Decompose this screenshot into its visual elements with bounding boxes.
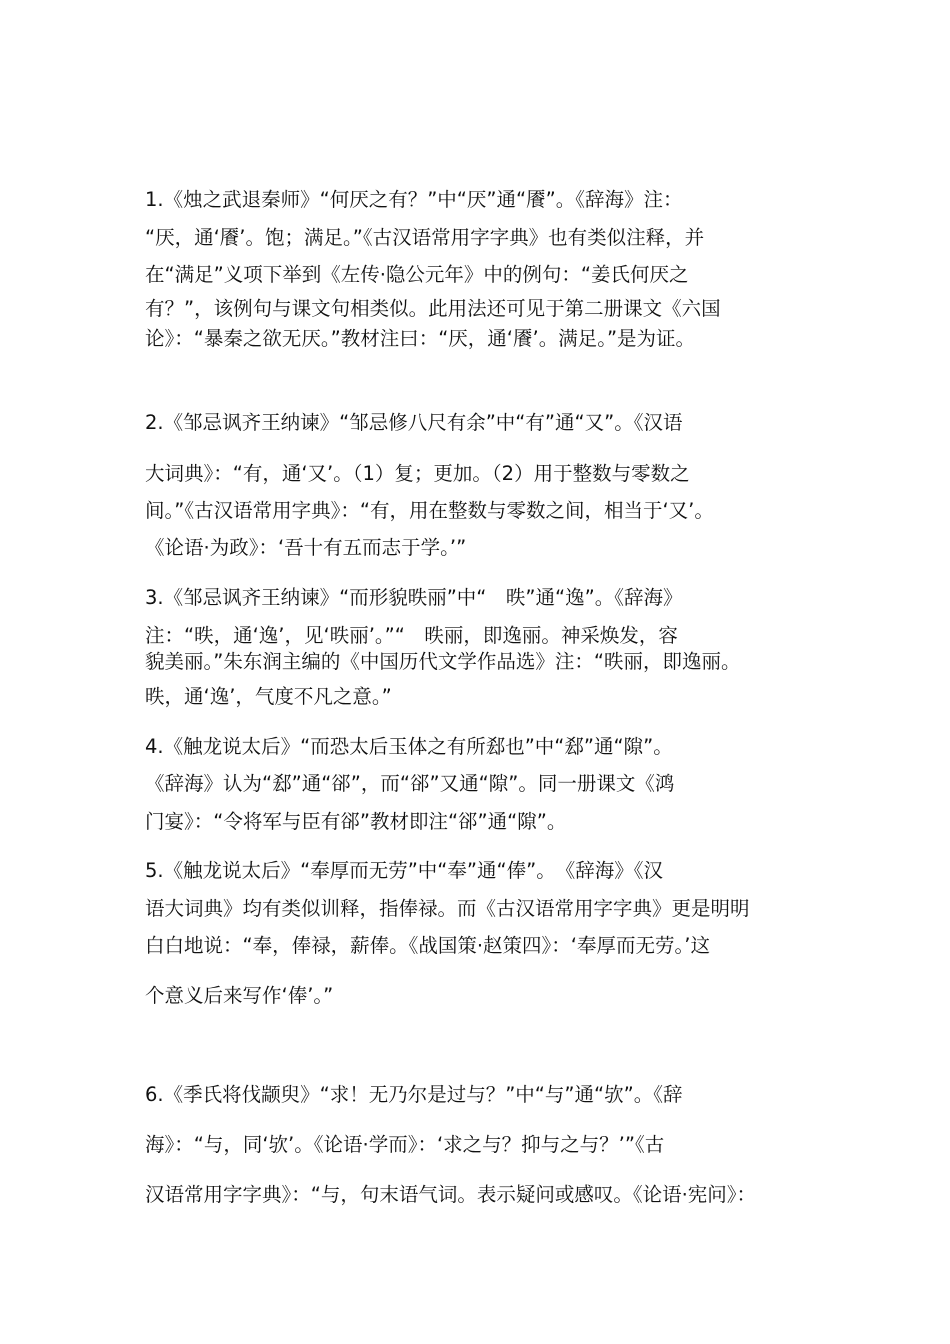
paragraph-line: 汉语常用字字典》：“与，句末语气词。表示疑问或感叹。《论语·宪问》： (145, 1183, 757, 1206)
paragraph-line: 间。”《古汉语常用字典》：“有，用在整数与零数之间，相当于‘又’。 (145, 499, 714, 522)
paragraph-line: 门宴》：“令将军与臣有郤”教材即注“郤”通“隙”。 (145, 810, 567, 833)
paragraph-line: 1.《烛之武退秦师》“何厌之有？”中“厌”通“餍”。《辞海》注： (145, 188, 683, 211)
paragraph-line: 貌美丽。”朱东润主编的《中国历代文学作品选》注：“昳丽，即逸丽。 (145, 650, 741, 673)
paragraph-line: 论》：“暴秦之欲无厌。”教材注曰：“厌，通‘餍’。满足。”是为证。 (145, 327, 696, 350)
paragraph-line: 6.《季氏将伐颛臾》“求！无乃尔是过与？”中“与”通“欤”。《辞 (145, 1083, 683, 1106)
paragraph-line: 有？”，该例句与课文句相类似。此用法还可见于第二册课文《六国 (145, 297, 721, 320)
paragraph-line: “厌，通‘餍’。饱；满足。”《古汉语常用字字典》也有类似注释，并 (145, 226, 705, 249)
paragraph-line: 昳，通‘逸’，气度不凡之意。” (145, 685, 392, 708)
paragraph-line: 注：“昳，通‘逸’，见‘昳丽’。”“ 昳丽，即逸丽。神采焕发，容 (145, 624, 678, 647)
paragraph-line: 大词典》：“有，通‘又’。（1）复；更加。（2）用于整数与零数之 (145, 462, 690, 485)
paragraph-line: 《论语·为政》：‘吾十有五而志于学。’” (145, 536, 467, 559)
paragraph-line: 海》：“与，同‘欤’。《论语·学而》：‘求之与？抑与之与？’”《古 (145, 1133, 665, 1156)
paragraph-line: 在“满足”义项下举到《左传·隐公元年》中的例句：“姜氏何厌之 (145, 263, 689, 286)
paragraph-line: 白白地说：“奉，俸禄，薪俸。《战国策·赵策四》：‘奉厚而无劳。’这 (145, 934, 710, 957)
paragraph-line: 5.《触龙说太后》“奉厚而无劳”中“奉”通“俸”。 《辞海》《汉 (145, 859, 663, 882)
paragraph-line: 3.《邹忌讽齐王纳谏》“而形貌昳丽”中“ 昳”通“逸”。《辞海》 (145, 586, 683, 609)
paragraph-line: 语大词典》均有类似训释，指俸禄。而《古汉语常用字字典》更是明明 (145, 897, 750, 920)
paragraph-line: 个意义后来写作‘俸’。” (145, 984, 334, 1007)
paragraph-line: 《辞海》认为“郄”通“郤”，而“郤”又通“隙”。同一册课文《鸿 (145, 772, 675, 795)
paragraph-line: 4.《触龙说太后》“而恐太后玉体之有所郄也”中“郄”通“隙”。 (145, 735, 673, 758)
paragraph-line: 2.《邹忌讽齐王纳谏》“邹忌修八尺有余”中“有”通“又”。《汉语 (145, 411, 683, 434)
